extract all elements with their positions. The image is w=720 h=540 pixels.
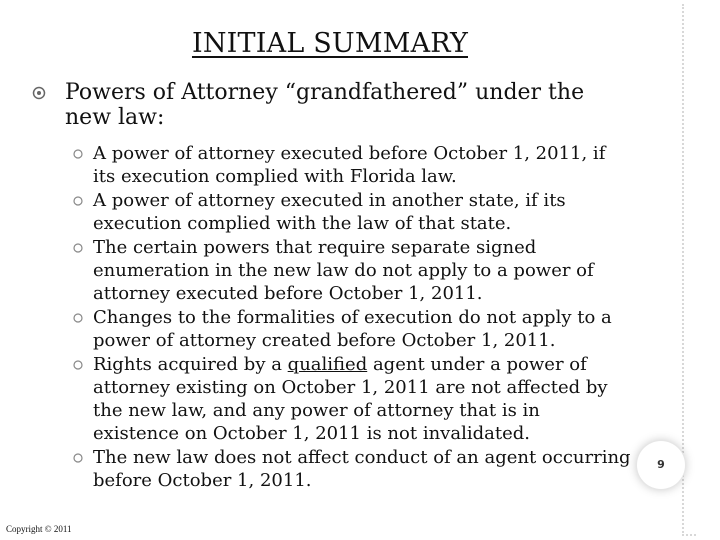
small-circle-bullet-icon — [73, 243, 83, 253]
sub-bullet-text: A power of attorney executed before October 1, 2011, if its execution complied with Florida law. — [93, 143, 606, 187]
slide-title-text: INITIAL SUMMARY — [191, 28, 468, 59]
small-circle-bullet-icon — [73, 149, 83, 159]
small-circle-bullet-icon — [73, 360, 83, 370]
sub-bullet-text: The new law does not affect conduct of an agent occurring before October 1, 2011. — [93, 447, 631, 491]
sub-bullet-text-post: agent under a power of attorney existing on October 1, 2011 are not affected by the new law, and any power of attorney that is in existence on October 1, 2011 is not invalidated. — [93, 354, 608, 444]
decorative-dotted-frame — [682, 4, 696, 536]
sub-bullet-text: Changes to the formalities of execution do not apply to a power of attorney created before October 1, 2011. — [93, 307, 612, 351]
sub-bullet-list — [71, 142, 631, 492]
slide-title — [0, 28, 660, 59]
hollow-circle-bullet-icon — [32, 86, 46, 100]
main-bullet-text: Powers of Attorney “grandfathered” under the new law: — [65, 80, 585, 130]
qualified-underlined-word: qualified — [287, 354, 368, 375]
small-circle-bullet-icon — [73, 453, 83, 463]
page-number-badge — [637, 441, 685, 489]
small-circle-bullet-icon — [73, 313, 83, 323]
sub-bullet-text-pre: Rights acquired by a — [93, 354, 288, 375]
sub-bullet-3 — [71, 236, 631, 305]
sub-bullet-1 — [71, 142, 631, 188]
sub-bullet-text: The certain powers that require separate signed enumeration in the new law do not apply to a power of attorney executed before October 1, 2011. — [93, 237, 594, 304]
sub-bullet-text: A power of attorney executed in another state, if its execution complied with the law of that state. — [93, 190, 566, 234]
sub-bullet-4 — [71, 306, 631, 352]
sub-bullet-6 — [71, 446, 631, 492]
small-circle-bullet-icon — [73, 196, 83, 206]
copyright-notice: Copyright © 2011 — [6, 524, 72, 534]
sub-bullet-text — [93, 354, 608, 444]
sub-bullet-5 — [71, 353, 631, 445]
sub-bullet-2 — [71, 189, 631, 235]
slide-body — [30, 80, 630, 493]
main-bullet — [30, 80, 630, 130]
page-number: 9 — [657, 458, 665, 471]
